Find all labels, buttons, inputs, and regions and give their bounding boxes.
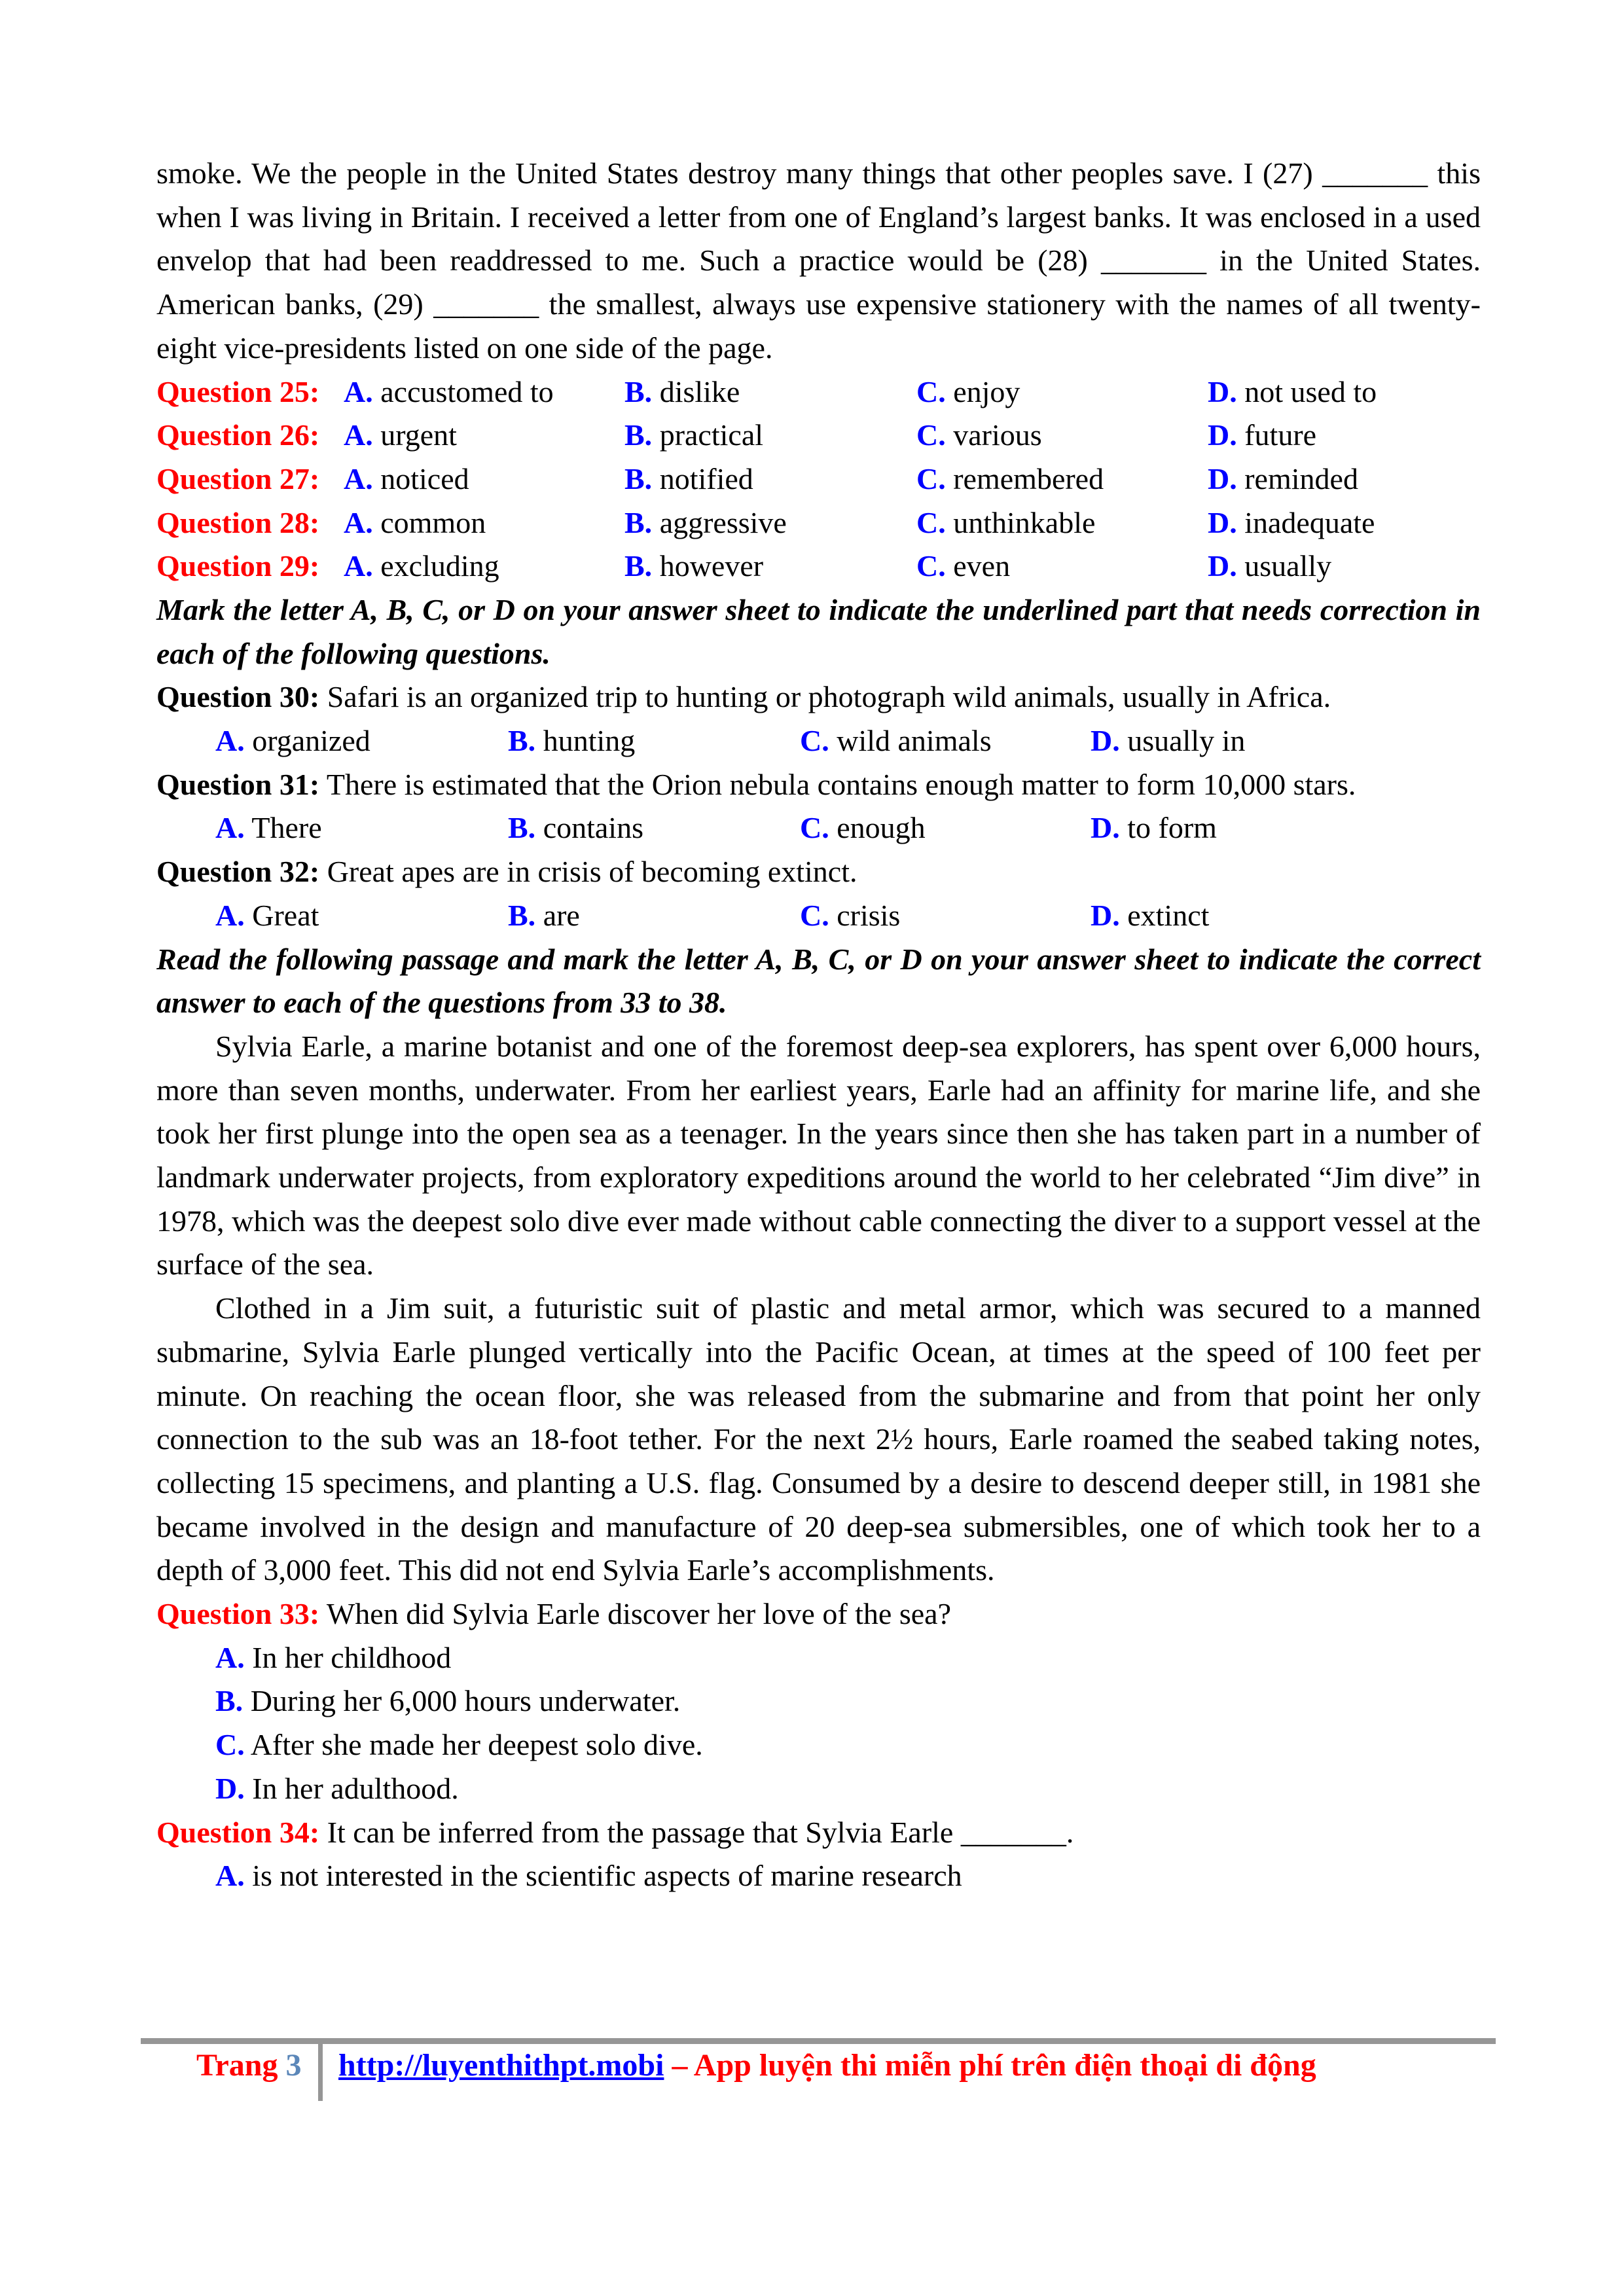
question-text: It can be inferred from the passage that Sylvia Earle _______. [319,1815,1074,1849]
option-letter: B. [624,374,653,408]
option-text: dislike [659,374,740,408]
question-text: When did Sylvia Earle discover her love of the sea? [319,1597,951,1631]
option-text: remembered [953,461,1104,495]
option-letter: A. [215,1859,245,1893]
answer-option[interactable] [156,1636,1481,1680]
question-stem [156,675,1481,719]
footer-page-label: Trang [196,2048,286,2083]
option-text: enough [837,811,926,845]
option-text: usually in [1127,724,1246,758]
footer-link[interactable]: http://luyenthithpt.mobi [338,2048,664,2083]
answer-option[interactable] [1208,457,1358,501]
option-letter: B. [508,898,536,932]
reading-paragraph-1: Sylvia Earle, a marine botanist and one of the foremost deep-sea explorers, has spent over 6,000 hours, more than seven months, underwater. From her earliest years, Earle had an affinity for marine life, and she took her first plunge into the open sea as a teenager. In the years since then she has taken part in a number of landmark underwater projects, from exploratory expeditions around the world to her celebrated “Jim dive” in 1978, which was the deepest solo dive ever made without cable connecting the diver to a support vessel at the surface of the sea. [156,1029,1481,1282]
option-text: is not interested in the scientific aspects of marine research [244,1859,962,1893]
answer-option[interactable] [800,894,900,938]
option-letter: C. [215,1728,245,1762]
answer-option[interactable] [215,719,370,763]
option-text: are [543,898,580,932]
question-label: Question 34: [156,1815,320,1849]
footer-rule [141,2038,1496,2044]
question-stem [156,1811,1481,1855]
option-text: aggressive [659,505,787,539]
option-letter: B. [508,811,536,845]
option-letter: D. [1208,374,1237,408]
question-row [156,457,1481,501]
answer-option[interactable] [916,545,1010,588]
answer-option[interactable] [344,545,499,588]
option-letter: A. [215,898,245,932]
option-letter: C. [800,898,829,932]
option-text: to form [1127,811,1217,845]
page-content [156,152,1481,1898]
reading-questions [156,1592,1481,1898]
option-letter: B. [508,724,536,758]
answer-option[interactable] [156,1723,1481,1767]
question-label: Question 33: [156,1597,320,1631]
question-row [156,545,1481,588]
answer-option[interactable] [508,719,635,763]
option-text: however [659,549,764,583]
option-letter: A. [215,724,245,758]
option-text: not used to [1244,374,1377,408]
answer-option[interactable] [1208,501,1375,545]
answer-option[interactable] [1208,545,1331,588]
question-row [156,501,1481,545]
answer-option[interactable] [624,414,763,457]
option-letter: A. [344,549,373,583]
answer-option[interactable] [508,894,580,938]
instruction-reading: Read the following passage and mark the letter A, B, C, or D on your answer sheet to indicate the correct answer to each of the questions from 33 to 38. [156,942,1481,1020]
question-label: Question 27: [156,461,320,495]
answer-option[interactable] [1208,370,1377,414]
option-text: future [1244,418,1317,452]
correction-questions [156,675,1481,937]
answer-option[interactable] [1208,414,1316,457]
question-stem [156,763,1481,807]
option-text: organized [252,724,370,758]
reading-paragraph-2: Clothed in a Jim suit, a futuristic suit of plastic and metal armor, which was secured to a manned submarine, Sylvia Earle plunged vertically into the Pacific Ocean, at times at the speed of 100 feet per minute. On reaching the ocean floor, she was released from the submarine and from that point her only connection to the sub was an 18-foot tether. For the next 2½ hours, Earle roamed the seabed taking notes, collecting 15 specimens, and planting a U.S. flag. Consumed by a desire to descend deeper still, in 1981 she became involved in the design and manufacture of 20 deep-sea submersibles, one of which took her to a depth of 3,000 feet. This did not end Sylvia Earle’s accomplishments. [156,1291,1481,1587]
answer-option[interactable] [1091,894,1209,938]
question-row [156,414,1481,457]
answer-option[interactable] [156,1679,1481,1723]
answer-option[interactable] [508,806,643,850]
answer-option[interactable] [916,370,1020,414]
question-label: Question 30: [156,680,320,714]
option-text: contains [543,811,643,845]
answer-option[interactable] [800,806,926,850]
option-letter: B. [624,418,653,452]
cloze-questions [156,370,1481,588]
answer-option[interactable] [1091,719,1245,763]
option-text: wild animals [837,724,992,758]
question-stem [156,1592,1481,1636]
option-letter: C. [800,724,829,758]
option-letter: C. [916,461,946,495]
answer-option[interactable] [624,545,763,588]
answer-option[interactable] [916,414,1042,457]
option-letter: B. [624,505,653,539]
option-text: In her adulthood. [244,1771,459,1805]
option-letter: A. [215,811,245,845]
options-row [156,894,1481,938]
question-label: Question 25: [156,374,320,408]
option-text: practical [659,418,764,452]
option-letter: B. [215,1684,244,1718]
option-text: inadequate [1244,505,1375,539]
question-text: There is estimated that the Orion nebula contains enough matter to form 10,000 stars. [319,767,1356,801]
instruction-correction: Mark the letter A, B, C, or D on your answer sheet to indicate the underlined part that needs correction in each of the following questions. [156,592,1481,670]
question-text: Safari is an organized trip to hunting or photograph wild animals, usually in Africa. [319,680,1331,714]
option-letter: D. [1091,898,1120,932]
answer-option[interactable] [344,370,554,414]
option-text: excluding [380,549,499,583]
question-label: Question 26: [156,418,320,452]
option-letter: D. [1208,461,1237,495]
option-letter: B. [624,461,653,495]
option-text: During her 6,000 hours underwater. [243,1684,681,1718]
option-letter: A. [344,505,373,539]
option-text: accustomed to [380,374,554,408]
answer-option[interactable] [916,457,1104,501]
answer-option[interactable] [344,414,457,457]
option-text: In her childhood [244,1640,452,1674]
option-text: There [251,811,322,845]
option-letter: C. [800,811,829,845]
question-label: Question 32: [156,855,320,889]
option-text: crisis [837,898,901,932]
footer-text [338,2047,1316,2083]
answer-option[interactable] [344,501,486,545]
question-stem [156,850,1481,894]
option-letter: C. [916,549,946,583]
question-label: Question 31: [156,767,320,801]
option-text: Great [252,898,319,932]
option-letter: D. [1091,811,1120,845]
footer-divider [318,2038,323,2101]
option-letter: D. [1091,724,1120,758]
option-letter: D. [1208,505,1237,539]
option-letter: D. [215,1771,245,1805]
option-text: After she made her deepest solo dive. [244,1728,703,1762]
option-letter: A. [344,374,373,408]
footer-tagline: – App luyện thi miễn phí trên điện thoại di động [664,2048,1316,2083]
answer-option[interactable] [215,806,322,850]
option-text: reminded [1244,461,1358,495]
option-letter: A. [344,461,373,495]
option-text: various [953,418,1042,452]
option-letter: D. [1208,418,1237,452]
answer-option[interactable] [916,501,1095,545]
question-label: Question 28: [156,505,320,539]
answer-option[interactable] [156,1854,1481,1898]
option-text: noticed [380,461,469,495]
options-row [156,719,1481,763]
question-text: Great apes are in crisis of becoming extinct. [319,855,857,889]
answer-option[interactable] [1091,806,1217,850]
option-letter: A. [344,418,373,452]
answer-option[interactable] [624,370,740,414]
answer-option[interactable] [800,719,992,763]
option-letter: C. [916,374,946,408]
answer-option[interactable] [215,894,319,938]
option-text: common [380,505,486,539]
option-text: even [953,549,1011,583]
option-text: hunting [543,724,636,758]
option-letter: A. [215,1640,245,1674]
question-label: Question 29: [156,549,320,583]
passage-continued: smoke. We the people in the United States destroy many things that other peoples save. I (27) _______ this when I was living in Britain. I received a letter from one of England’s largest banks. It was enclosed in a used envelop that had been readdressed to me. Such a practice would be (28) _______ in the United States. American banks, (29) _______ the smallest, always use expensive stationery with the names of all twenty-eight vice-presidents listed on one side of the page. [156,156,1481,365]
option-text: usually [1244,549,1332,583]
answer-option[interactable] [624,457,753,501]
page-number: 3 [285,2048,302,2083]
option-letter: C. [916,505,946,539]
answer-option[interactable] [624,501,787,545]
option-text: notified [659,461,753,495]
question-row [156,370,1481,414]
option-text: enjoy [953,374,1020,408]
footer-page-number [196,2047,301,2083]
option-text: urgent [380,418,457,452]
option-text: extinct [1127,898,1210,932]
option-text: unthinkable [953,505,1096,539]
answer-option[interactable] [156,1767,1481,1811]
option-letter: D. [1208,549,1237,583]
answer-option[interactable] [344,457,469,501]
option-letter: B. [624,549,653,583]
option-letter: C. [916,418,946,452]
options-row [156,806,1481,850]
